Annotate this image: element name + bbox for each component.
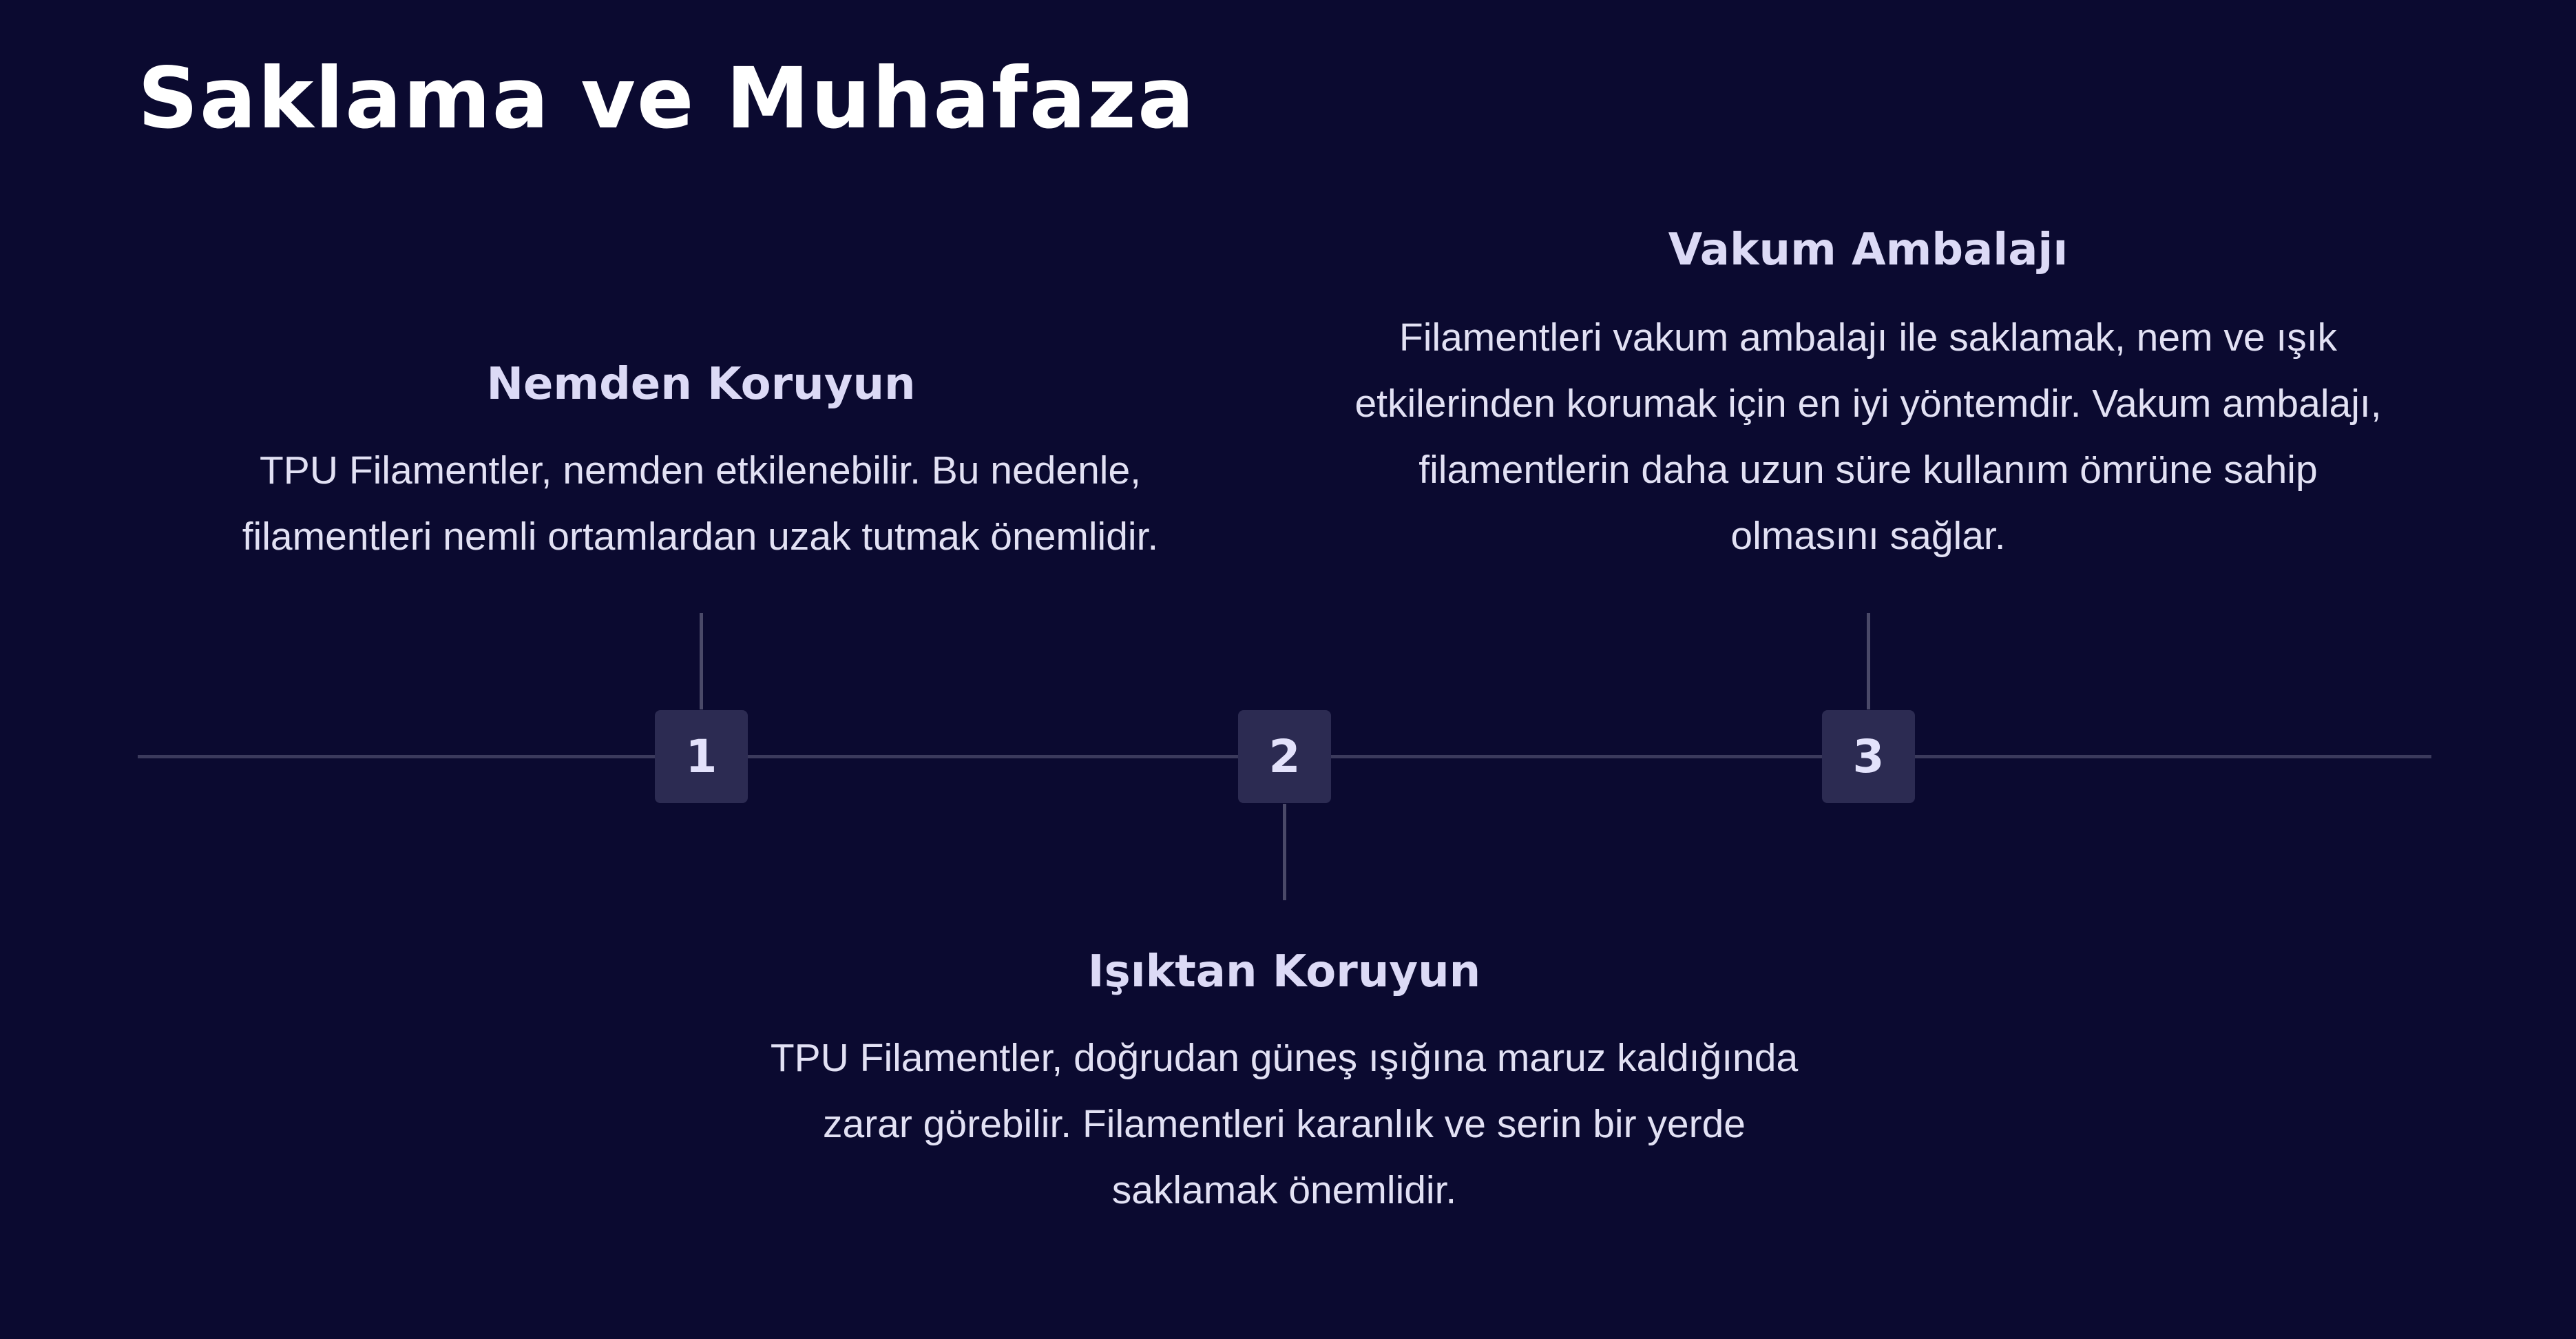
step-3-description: Filamentleri vakum ambalajı ile saklamak, nem ve ışık etkilerinden korumak için en iyi yöntemdir. Vakum ambalajı, filamentlerin daha uzun süre kullanım ömrüne sahip olmasını sağlar. (1354, 315, 2382, 558)
step-2-title: Işıktan Koruyun (1087, 946, 1481, 997)
step-2-number: 2 (1268, 730, 1301, 783)
step-3-marker (1822, 710, 1915, 803)
step-2-connector (1283, 804, 1286, 900)
step-1-description: TPU Filamentler, nemden etkilenebilir. Bu nedenle, filamentleri nemli ortamlardan uzak tutmak önemlidir. (242, 448, 1159, 559)
step-3-title: Vakum Ambalajı (1668, 225, 2069, 276)
step-2-marker (1238, 710, 1331, 803)
step-1-title: Nemden Koruyun (486, 359, 916, 410)
step-2-description: TPU Filamentler, doğrudan güneş ışığına maruz kaldığında zarar görebilir. Filamentleri karanlık ve serin bir yerde saklamak önemlidir. (770, 1036, 1799, 1212)
step-1-number: 1 (685, 730, 718, 783)
step-3-number: 3 (1852, 730, 1885, 783)
page-title: Saklama ve Muhafaza (138, 50, 1196, 147)
step-3-connector (1867, 613, 1870, 709)
step-1-marker (655, 710, 748, 803)
step-1-connector (700, 613, 703, 709)
